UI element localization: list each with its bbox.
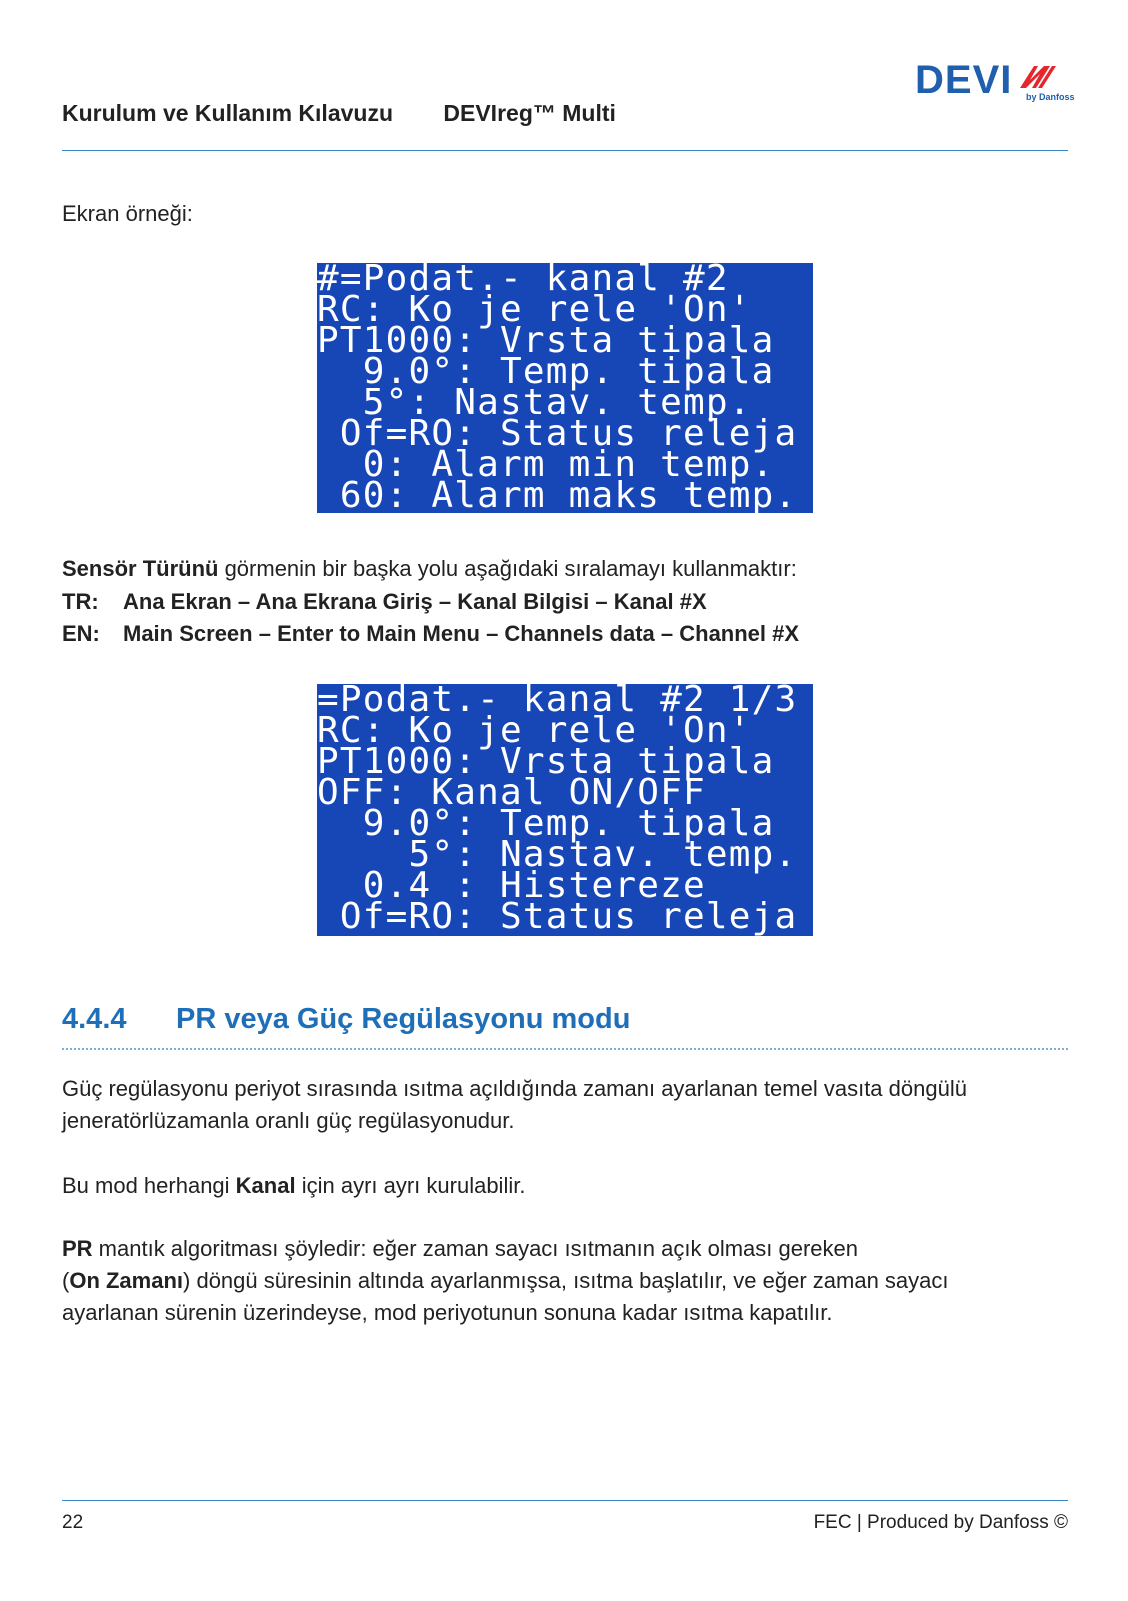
manual-title: Kurulum ve Kullanım Kılavuzu: [62, 100, 393, 126]
lcd-line: 0: Alarm min temp.: [317, 444, 775, 485]
lcd-line: 60: Alarm maks temp.: [317, 475, 798, 513]
lcd-screen-example-1: [317, 263, 813, 513]
path-en-text: Main Screen – Enter to Main Menu – Channels data – Channel #X: [123, 621, 800, 646]
devi-logo: [915, 60, 1075, 108]
lcd-line: RC: Ko je rele 'On': [317, 710, 752, 751]
p2-pre: Bu mod herhangi: [62, 1173, 236, 1198]
product-name: DEVIreg™ Multi: [443, 100, 616, 126]
path-tr-text: Ana Ekran – Ana Ekrana Giriş – Kanal Bilgisi – Kanal #X: [123, 589, 707, 614]
lcd-line: PT1000: Vrsta tipala: [317, 320, 775, 361]
lcd-line: OFF: Kanal ON/OFF: [317, 772, 706, 813]
lcd-line: 5°: Nastav. temp.: [317, 834, 798, 875]
pr-algorithm-paragraph: [62, 1233, 1062, 1329]
p2-bold: Kanal: [235, 1173, 296, 1198]
p3-bold-on-time: On Zamanı: [69, 1268, 184, 1293]
paragraph-line: [62, 1233, 1062, 1265]
menu-path-en: [62, 618, 799, 650]
paragraph-line: Güç regülasyonu periyot sırasında ısıtma açıldığında zamanı ayarlanan temel vasıta döngülü: [62, 1076, 967, 1101]
p3-bold-pr: PR: [62, 1236, 93, 1261]
p3-text1: mantık algoritması şöyledir: eğer zaman sayacı ısıtmanın açık olması gereken: [92, 1236, 858, 1261]
path-tr-label: TR:: [62, 589, 99, 614]
sensor-type-bold: Sensör Türünü: [62, 556, 219, 581]
logo-subtext: by Danfoss: [1026, 92, 1075, 102]
logo-text: DEVI: [915, 58, 1013, 102]
section-title-text: PR veya Güç Regülasyonu modu: [176, 1003, 631, 1035]
intro-text: Ekran örneği:: [62, 201, 193, 226]
lcd-line: PT1000: Vrsta tipala: [317, 741, 775, 782]
p3-text2: ) döngü süresinin altında ayarlanmışsa, ısıtma başlatılır, ve eğer zaman sayacı: [183, 1268, 949, 1293]
menu-path-tr: [62, 586, 707, 618]
lcd-line: Of=RO: Status releja: [317, 896, 798, 936]
lcd-line: =Podat.- kanal #2 1/3: [317, 684, 798, 720]
lcd-line: RC: Ko je rele 'On': [317, 289, 752, 330]
section-number: 4.4.4: [62, 1003, 127, 1035]
footer-divider: [62, 1500, 1068, 1501]
paragraph-line: ayarlanan sürenin üzerindeyse, mod periyotunun sonuna kadar ısıtma kapatılır.: [62, 1300, 833, 1325]
footer-credit: FEC | Produced by Danfoss ©: [813, 1512, 1068, 1533]
lcd-line: Of=RO: Status releja: [317, 413, 798, 454]
lcd-line: 9.0°: Temp. tipala: [317, 803, 775, 844]
header-divider: [62, 150, 1068, 151]
pr-description-paragraph: [62, 1073, 1062, 1137]
document-header: [62, 100, 616, 127]
lcd-screen-example-2: [317, 684, 813, 936]
p3-open: (: [62, 1268, 70, 1293]
danfoss-wave-icon: [1016, 62, 1066, 92]
page-number: 22: [62, 1512, 84, 1533]
lcd-line: 9.0°: Temp. tipala: [317, 351, 775, 392]
lcd-line: 0.4 : Histereze: [317, 865, 706, 906]
section-divider: [62, 1048, 1068, 1050]
sensor-type-paragraph: [62, 553, 1062, 585]
sensor-type-rest: görmenin bir başka yolu aşağıdaki sıralamayı kullanmaktır:: [218, 556, 797, 581]
lcd-line: 5°: Nastav. temp.: [317, 382, 752, 423]
paragraph-line: [62, 1265, 1062, 1297]
path-en-label: EN:: [62, 621, 100, 646]
channel-setup-paragraph: [62, 1170, 1062, 1202]
lcd-line: #=Podat.- kanal #2: [317, 263, 729, 299]
section-heading: [62, 1003, 630, 1036]
paragraph-line: jeneratörlüzamanla oranlı güç regülasyonudur.: [62, 1108, 515, 1133]
p2-post: için ayrı ayrı kurulabilir.: [295, 1173, 526, 1198]
